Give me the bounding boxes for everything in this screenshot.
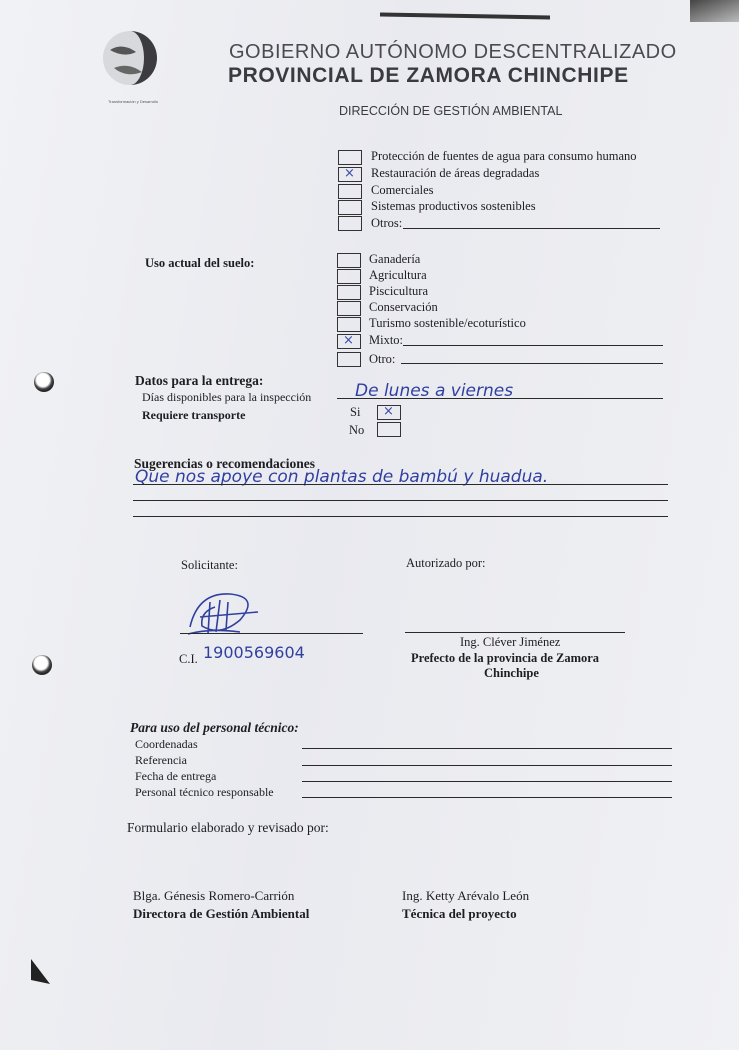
applicant-ci-label: C.I. [179,652,198,666]
land-use-title: Uso actual del suelo: [145,256,255,270]
transport-label: Requiere transporte [142,408,246,422]
footer-person-2-title: Técnica del proyecto [402,906,517,921]
authorized-signature-line[interactable] [405,632,625,633]
objective-other-line[interactable] [403,228,660,229]
land-use-label-6: Mixto: [369,333,404,347]
applicant-signature-line[interactable] [180,633,363,634]
delivery-days-label: Días disponibles para la inspección [142,390,312,404]
applicant-label: Solicitante: [181,558,238,572]
corner-shadow [690,0,739,22]
technical-field-4: Personal técnico responsable [135,785,274,799]
technical-line-1[interactable] [302,748,672,749]
punch-hole-bottom [32,655,52,675]
checkbox-land-use-5[interactable] [337,317,361,332]
land-use-label-3: Piscicultura [369,284,429,298]
x-mark-icon: × [383,404,394,419]
x-mark-icon: × [343,333,354,348]
land-use-label-5: Turismo sostenible/ecoturístico [369,316,526,330]
suggestions-line-3[interactable] [133,516,668,517]
land-use-label-1: Ganadería [369,252,421,266]
land-use-label-4: Conservación [369,300,438,314]
objective-label-1: Protección de fuentes de agua para consumo humano [371,149,637,163]
objective-label-5: Otros: [371,216,403,230]
suggestions-line-1 [133,484,668,485]
transport-yes-label: Si [350,405,361,419]
land-use-mixed-line[interactable] [403,345,663,346]
checkbox-objective-5[interactable] [338,216,362,231]
authorized-title-2: Chinchipe [484,666,539,680]
header-line-2: PROVINCIAL DE ZAMORA CHINCHIPE [228,64,629,87]
corner-triangle-mark [30,958,52,991]
prepared-by-label: Formulario elaborado y revisado por: [127,820,329,835]
technical-field-3: Fecha de entrega [135,769,217,783]
technical-line-3[interactable] [302,781,672,782]
delivery-days-line [337,398,663,399]
objective-label-3: Comerciales [371,183,434,197]
checkbox-objective-1[interactable] [338,150,362,165]
delivery-title: Datos para la entrega: [135,373,264,388]
checkbox-objective-3[interactable] [338,184,362,199]
footer-person-1-title: Directora de Gestión Ambiental [133,906,310,921]
checkbox-objective-4[interactable] [338,200,362,215]
header-line-3: DIRECCIÓN DE GESTIÓN AMBIENTAL [339,104,563,118]
suggestions-value[interactable]: Que nos apoye con plantas de bambú y huadua. [135,467,549,487]
logo-caption: Transformación y Desarrollo [108,99,159,104]
authorized-title-1: Prefecto de la provincia de Zamora [411,651,600,665]
x-mark-icon: × [344,166,355,181]
objective-label-2: Restauración de áreas degradadas [371,166,540,180]
checkbox-land-use-7[interactable] [337,352,361,367]
checkbox-land-use-3[interactable] [337,285,361,300]
technical-title: Para uso del personal técnico: [130,720,299,735]
technical-line-4[interactable] [302,797,672,798]
checkbox-land-use-4[interactable] [337,301,361,316]
authorized-name: Ing. Cléver Jiménez [460,635,561,649]
objective-label-4: Sistemas productivos sostenibles [371,199,536,213]
header-line-1: GOBIERNO AUTÓNOMO DESCENTRALIZADO [229,41,677,63]
checkbox-land-use-1[interactable] [337,253,361,268]
transport-no-checkbox[interactable] [377,422,401,437]
footer-person-2-name: Ing. Ketty Arévalo León [402,888,530,903]
suggestions-line-2[interactable] [133,500,668,501]
land-use-other-line[interactable] [401,363,663,364]
transport-yes-checkbox[interactable] [377,405,401,420]
footer-person-1-name: Blga. Génesis Romero-Carrión [133,888,295,903]
technical-field-2: Referencia [135,753,187,767]
checkbox-objective-2[interactable] [338,167,362,182]
transport-no-label: No [349,423,365,437]
land-use-label-7: Otro: [369,352,396,366]
logo [102,28,162,88]
applicant-ci-value[interactable]: 1900569604 [203,643,305,662]
technical-field-1: Coordenadas [135,737,198,751]
checkbox-land-use-6[interactable] [337,334,361,349]
land-use-label-2: Agricultura [369,268,427,282]
suggestions-title: Sugerencias o recomendaciones [134,456,315,471]
punch-hole-top [34,372,54,392]
checkbox-land-use-2[interactable] [337,269,361,284]
technical-line-2[interactable] [302,765,672,766]
authorized-label: Autorizado por: [406,556,486,570]
delivery-days-value[interactable]: De lunes a viernes [355,381,514,401]
